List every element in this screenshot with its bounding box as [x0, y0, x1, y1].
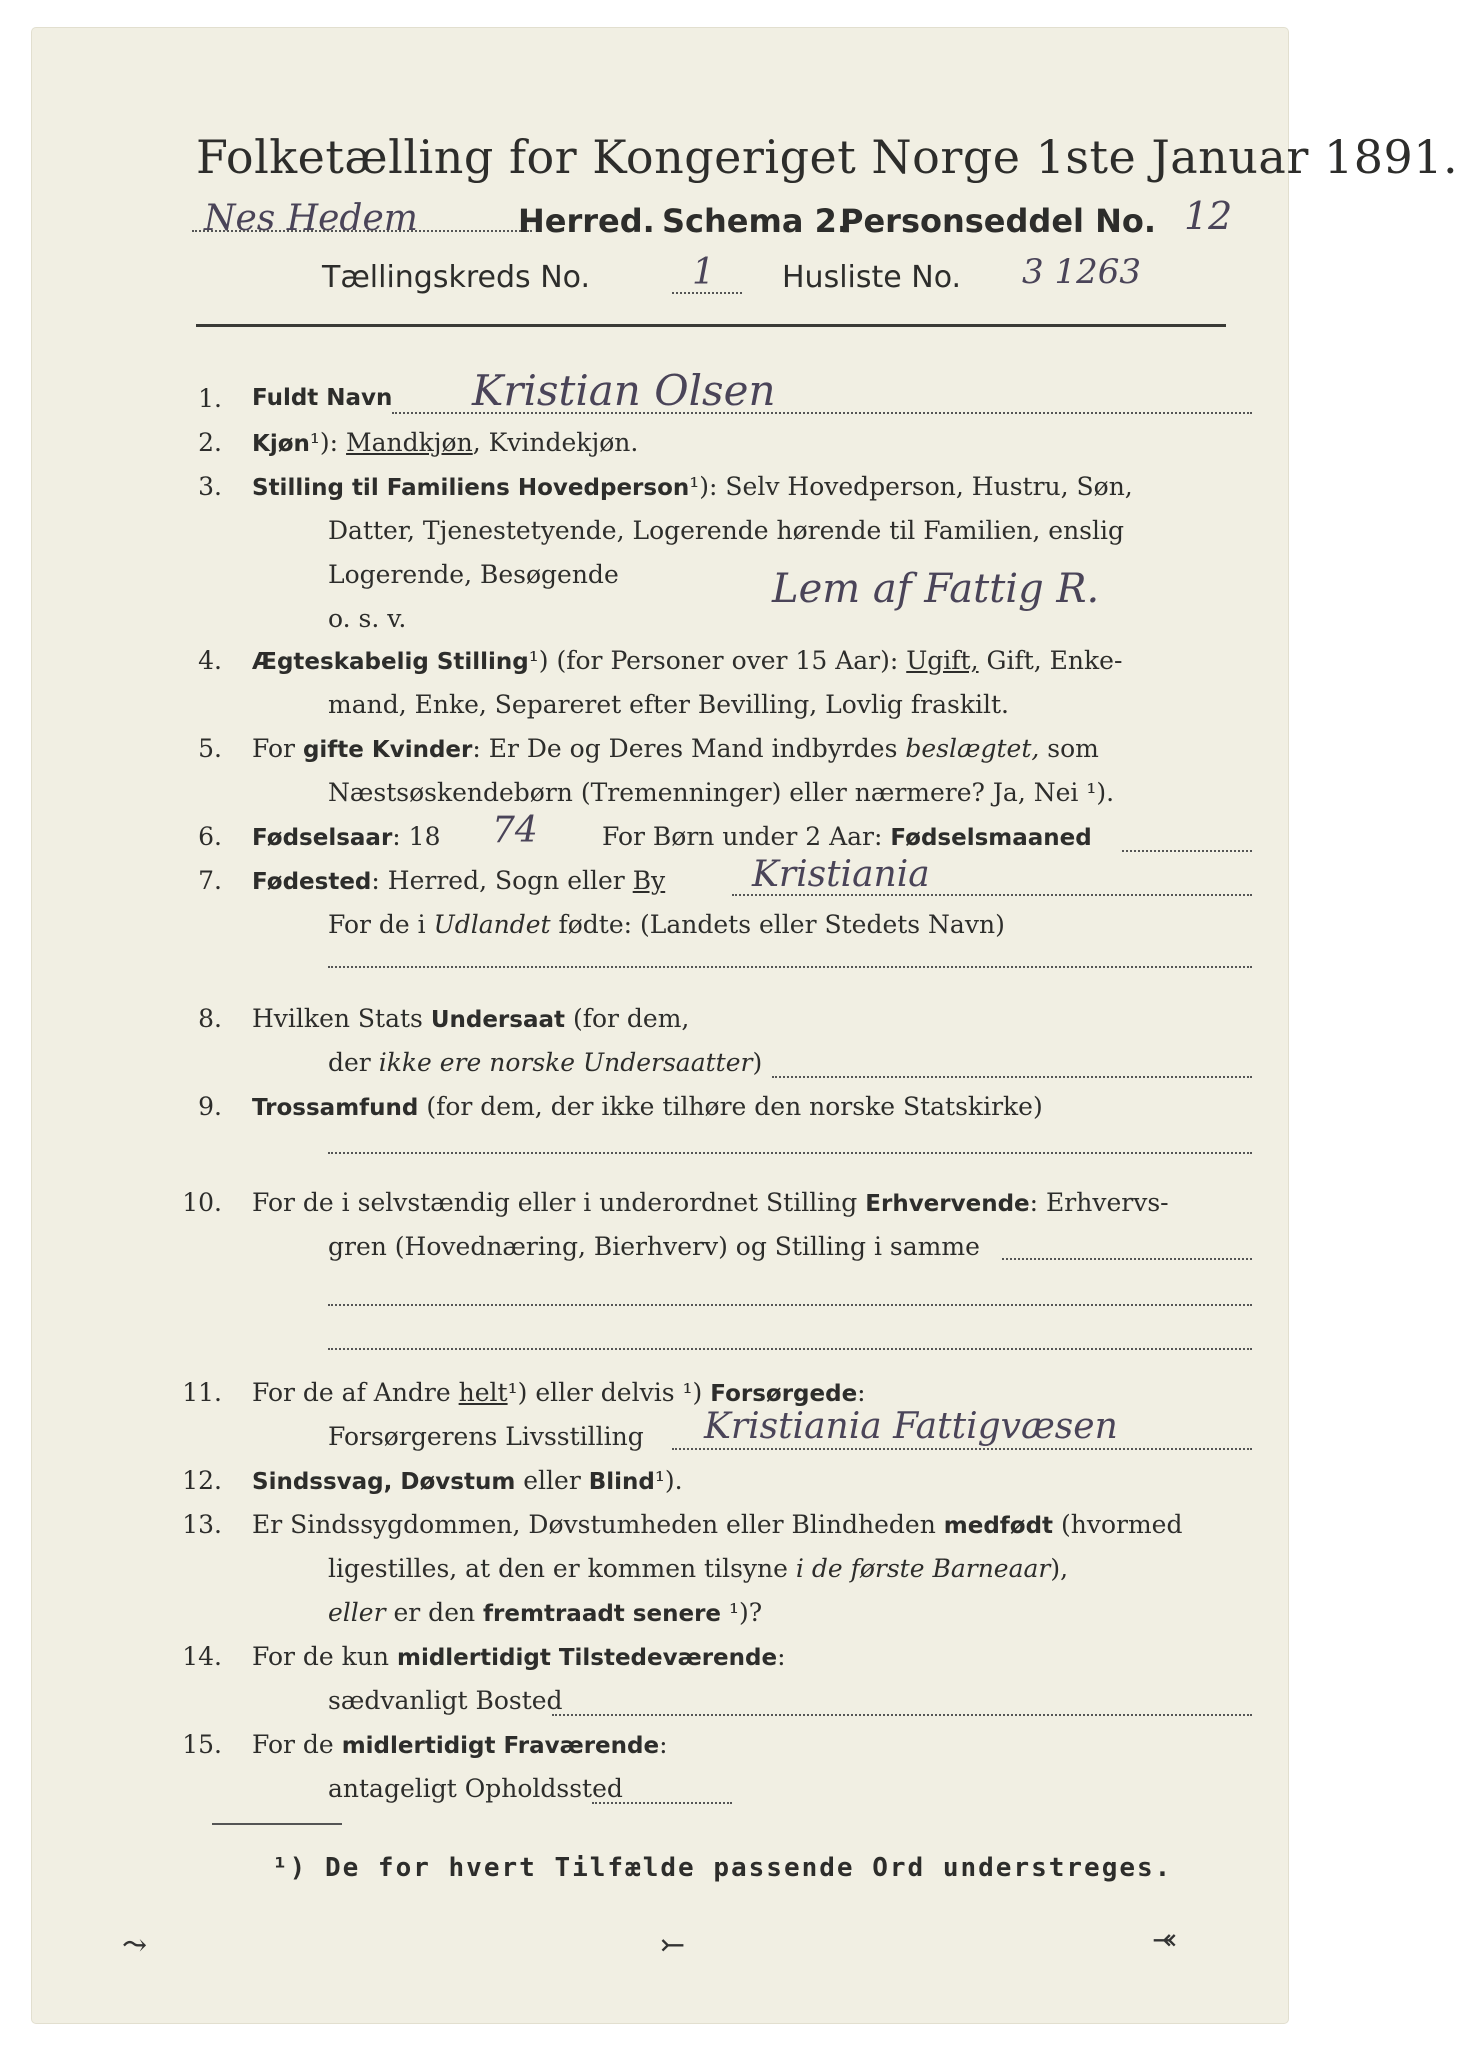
- q13-text3i: eller: [328, 1598, 386, 1627]
- corner-mark-right-icon: ⤛: [1152, 1923, 1178, 1958]
- q5-line1: [252, 734, 1099, 763]
- q1-label: Fuldt Navn: [252, 385, 393, 411]
- q13-text1a: Er Sindssygdommen, Døvstumheden eller Blindheden: [252, 1510, 944, 1539]
- q12-mid: eller: [515, 1466, 589, 1495]
- q4-sup: ¹): [528, 646, 549, 675]
- q3-text1: : Selv Hovedperson, Hustru, Søn,: [709, 472, 1133, 501]
- q8-label: Undersaat: [430, 1007, 565, 1033]
- schema-label: Schema 2.: [662, 202, 849, 240]
- q14-tail: :: [777, 1642, 786, 1671]
- q9-number: 9.: [198, 1092, 222, 1121]
- q1-number: 1.: [198, 384, 222, 413]
- q5-number: 5.: [198, 734, 222, 763]
- q6-line-b: [602, 822, 1092, 851]
- q6-mid: For Børn under 2 Aar:: [602, 822, 891, 851]
- personseddel-value: 12: [1184, 194, 1233, 238]
- q13-text2b: ),: [1050, 1554, 1069, 1583]
- q8-text2a: der: [328, 1048, 379, 1077]
- q14-line1: [252, 1642, 786, 1671]
- q15-line1: [252, 1730, 668, 1759]
- q3-sup: ¹): [689, 472, 710, 501]
- q7-dotline2: [328, 966, 1252, 968]
- q7-text2b: fødte: (Landets eller Stedets Navn): [550, 910, 1005, 939]
- q10-dotline3: [328, 1348, 1252, 1350]
- q3-line4: o. s. v.: [328, 604, 407, 633]
- kreds-label: Tællingskreds No.: [322, 260, 590, 295]
- q8-lead: Hvilken Stats: [252, 1004, 431, 1033]
- q14-line2: sædvanligt Bosted: [328, 1686, 563, 1715]
- q13-fremtraadt: fremtraadt senere: [483, 1601, 722, 1627]
- q9-text1: (for dem, der ikke tilhøre den norske Statskirke): [418, 1092, 1043, 1121]
- q11-text1b: eller delvis: [527, 1378, 683, 1407]
- q10-text1b: : Erhvervs-: [1029, 1188, 1169, 1217]
- q11-sup: ¹): [507, 1378, 528, 1407]
- q11-label: Forsørgede: [702, 1381, 858, 1407]
- q6-answer: 74: [492, 810, 538, 851]
- q10-text1a: For de i selvstændig eller i underordnet Stilling: [252, 1188, 866, 1217]
- q1-answer: Kristian Olsen: [472, 366, 776, 415]
- q6-dotline: [1122, 850, 1252, 852]
- q7-udlandet: Udlandet: [433, 910, 551, 939]
- q6-label: Fødselsaar: [252, 825, 393, 851]
- q11-text1a: For de af Andre: [252, 1378, 459, 1407]
- q3-line3: Logerende, Besøgende: [328, 560, 619, 589]
- q5-label: gifte Kvinder: [302, 737, 473, 763]
- q11-line2: Forsørgerens Livsstilling: [328, 1422, 644, 1451]
- q13-text2i: i de første Barneaar: [795, 1554, 1051, 1583]
- footnote-rule: [212, 1823, 342, 1825]
- q7-answer: Kristiania: [752, 854, 930, 895]
- q13-text2a: ligestilles, at den er kommen tilsyne: [328, 1554, 796, 1583]
- q5-text1a: : Er De og Deres Mand indbyrdes: [472, 734, 906, 763]
- q5-line2: Næstsøskendebørn (Tremenninger) eller nærmere? Ja, Nei ¹).: [328, 778, 1115, 807]
- q7-number: 7.: [198, 866, 222, 895]
- q5-lead: For: [252, 734, 303, 763]
- q14-number: 14.: [182, 1642, 222, 1671]
- q4-option-ugift: Ugift,: [906, 646, 979, 675]
- q7-text2a: For de i: [328, 910, 434, 939]
- q2-number: 2.: [198, 428, 222, 457]
- q3-line2: Datter, Tjenestetyende, Logerende hørende til Familien, enslig: [328, 516, 1125, 545]
- q14-label: midlertidigt Tilstedeværende: [396, 1645, 778, 1671]
- q13-medfodt: medfødt: [943, 1513, 1054, 1539]
- q13-line2: [328, 1554, 1068, 1583]
- q4-line2: mand, Enke, Separeret efter Bevilling, Lovlig fraskilt.: [328, 690, 1009, 719]
- q2-option-mandkjon: Mandkjøn: [346, 428, 473, 457]
- q7-line2: [328, 910, 1005, 939]
- q2-colon: :: [329, 428, 347, 457]
- husliste-label: Husliste No.: [782, 260, 962, 295]
- q12-label2: Blind: [588, 1469, 655, 1495]
- q5-beslaegtet: beslægtet,: [905, 734, 1040, 763]
- q7-line1: [252, 866, 665, 895]
- census-form: [32, 28, 1458, 2023]
- q13-text3a: er den: [385, 1598, 484, 1627]
- q15-lead: For de: [252, 1730, 342, 1759]
- q15-dotline: [592, 1802, 732, 1804]
- q15-tail: :: [659, 1730, 668, 1759]
- q8-line1: [252, 1004, 689, 1033]
- q9-dotline: [328, 1152, 1252, 1154]
- q10-number: 10.: [182, 1188, 222, 1217]
- q4-text1b: Gift, Enke-: [978, 646, 1123, 675]
- footnote: ¹) De for hvert Tilfælde passende Ord understreges.: [272, 1853, 1173, 1883]
- kreds-value: 1: [692, 252, 715, 293]
- q3-answer: Lem af Fattig R.: [772, 566, 1100, 612]
- q6-number: 6.: [198, 822, 222, 851]
- q13-text1b: (hvormed: [1053, 1510, 1183, 1539]
- center-mark-icon: ⤚: [660, 1928, 686, 1963]
- q13-text3b: ¹)?: [721, 1598, 763, 1627]
- q9-label: Trossamfund: [252, 1095, 419, 1121]
- q6-label2: Fødselsmaaned: [890, 825, 1092, 851]
- q10-line2: gren (Hovednæring, Bierhverv) og Stilling i samme: [328, 1232, 980, 1261]
- q11-sup2: ¹): [682, 1378, 703, 1407]
- q13-line1: [252, 1510, 1182, 1539]
- q12-label: Sindssvag, Døvstum: [252, 1469, 516, 1495]
- q2-label: Kjøn: [252, 431, 310, 457]
- q15-label: midlertidigt Fraværende: [341, 1733, 660, 1759]
- q7-dotline: [732, 894, 1252, 896]
- q11-option-helt: helt: [458, 1378, 508, 1407]
- q11-answer: Kristiania Fattigvæsen: [704, 1406, 1118, 1447]
- q12-line: [252, 1466, 683, 1495]
- form-title: Folketælling for Kongeriget Norge 1ste Januar 1891.: [196, 130, 1458, 184]
- q13-number: 13.: [182, 1510, 222, 1539]
- q10-label: Erhvervende: [865, 1191, 1030, 1217]
- q11-line1: [252, 1378, 866, 1407]
- q4-line1: [252, 646, 1122, 675]
- q2-sup: ¹): [309, 428, 330, 457]
- herred-label: Herred.: [518, 202, 655, 240]
- q4-label: Ægteskabelig Stilling: [252, 649, 529, 675]
- q8-number: 8.: [198, 1004, 222, 1033]
- q10-dotline2: [328, 1304, 1252, 1306]
- q14-dotline: [552, 1714, 1252, 1716]
- q5-text1b: som: [1039, 734, 1099, 763]
- corner-mark-left-icon: ⤳: [122, 1928, 148, 1963]
- q9-line1: [252, 1092, 1043, 1121]
- q4-number: 4.: [198, 646, 222, 675]
- herred-dotline: [192, 230, 532, 232]
- q8-line2: [328, 1048, 762, 1077]
- q8-dotline: [772, 1076, 1252, 1078]
- q3-line1: [252, 472, 1133, 501]
- herred-value: Nes Hedem: [204, 198, 418, 239]
- q8-text2i: ikke ere norske Undersaatter: [378, 1048, 753, 1077]
- q7-label: Fødested: [252, 869, 372, 895]
- header-rule: [196, 324, 1226, 327]
- personseddel-label: Personseddel No.: [840, 202, 1157, 240]
- q11-text1c: :: [857, 1378, 866, 1407]
- q14-lead: For de kun: [252, 1642, 397, 1671]
- q10-line1: [252, 1188, 1169, 1217]
- q12-number: 12.: [182, 1466, 222, 1495]
- husliste-value: 3 1263: [1022, 252, 1141, 292]
- q8-text2b: ): [752, 1048, 763, 1077]
- q2-option-kvindekjon: , Kvindekjøn.: [472, 428, 639, 457]
- q15-number: 15.: [182, 1730, 222, 1759]
- q2-line: [252, 428, 638, 457]
- q6-line: [252, 822, 440, 851]
- q3-label: Stilling til Familiens Hovedperson: [252, 475, 690, 501]
- q8-text1: (for dem,: [565, 1004, 690, 1033]
- q13-line3: [328, 1598, 762, 1627]
- q11-number: 11.: [182, 1378, 222, 1407]
- q11-dotline: [672, 1448, 1252, 1450]
- q12-tail: ¹).: [654, 1466, 683, 1495]
- q7-text1: : Herred, Sogn eller: [371, 866, 633, 895]
- q4-text1a: (for Personer over 15 Aar):: [548, 646, 907, 675]
- q15-line2: antageligt Opholdssted: [328, 1774, 623, 1803]
- kreds-dotline: [672, 292, 742, 294]
- q3-number: 3.: [198, 472, 222, 501]
- q6-prefix: : 18: [392, 822, 441, 851]
- q10-dotline1: [1002, 1258, 1252, 1260]
- q7-option-by: By: [632, 866, 666, 895]
